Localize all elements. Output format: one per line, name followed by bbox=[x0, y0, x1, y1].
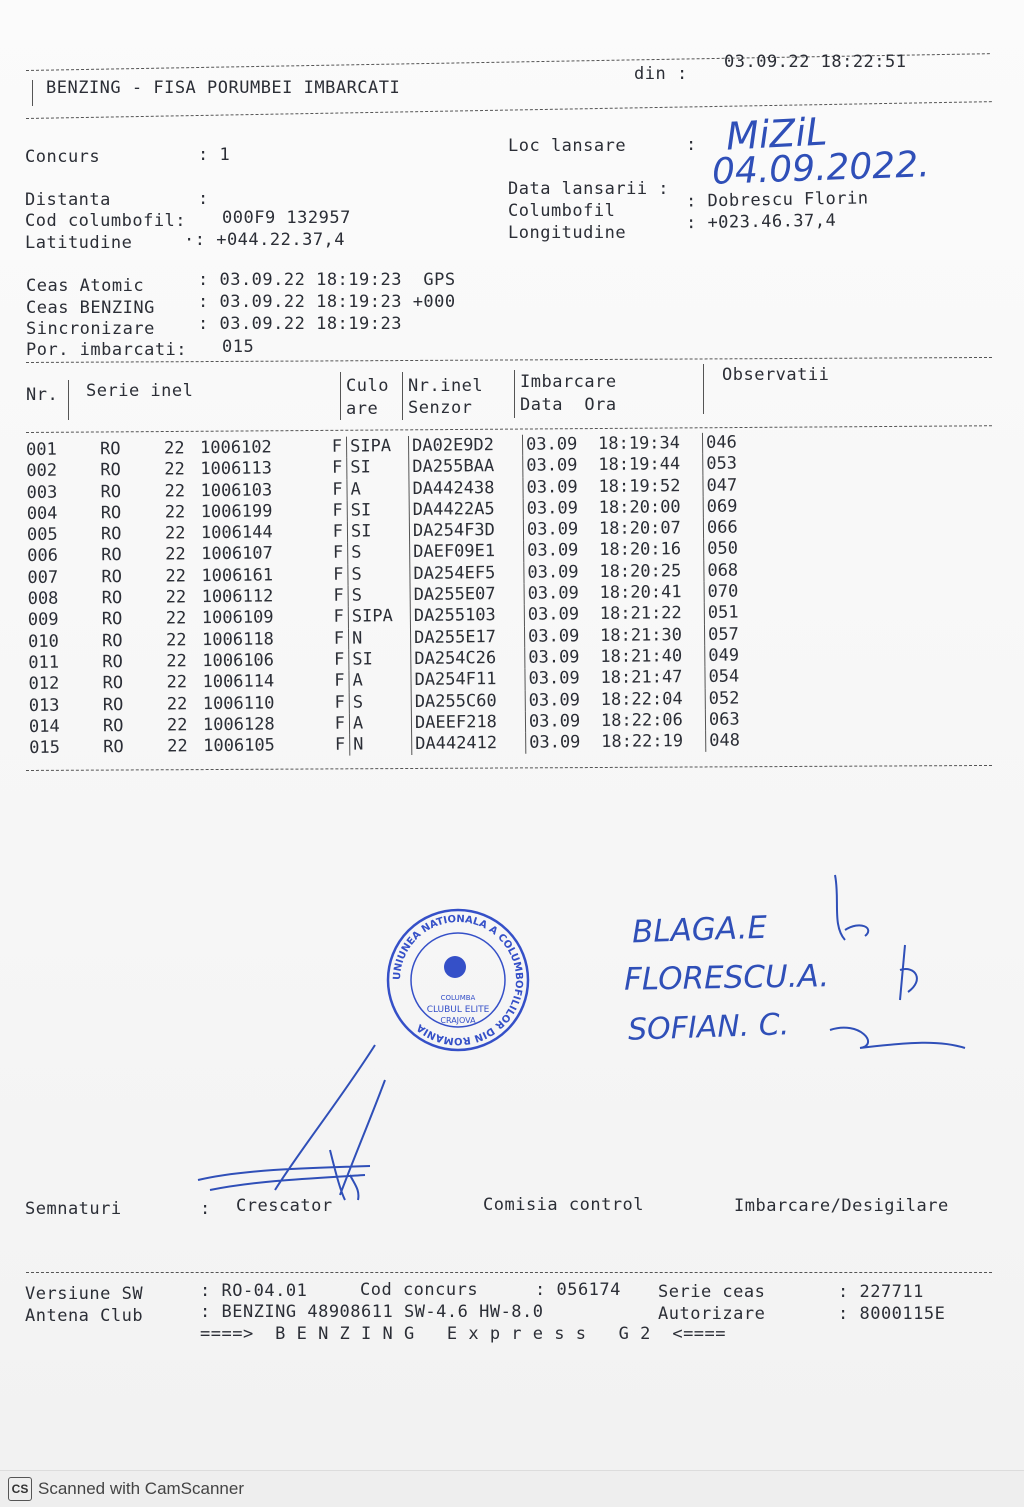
concurs-label: Concurs bbox=[25, 147, 101, 167]
row-year: 22 bbox=[166, 715, 188, 736]
row-date: 03.09 bbox=[522, 434, 598, 456]
row-sex: F bbox=[334, 713, 346, 734]
row-country: RO bbox=[102, 630, 123, 651]
row-year: 22 bbox=[165, 608, 187, 629]
row-ring: 1006106 bbox=[202, 650, 275, 672]
row-time: 18:21:40 bbox=[600, 646, 683, 667]
row-sensor: DA255BAA bbox=[409, 456, 523, 478]
row-ring: 1006105 bbox=[203, 735, 275, 757]
row-country: RO bbox=[100, 502, 122, 524]
header-divider bbox=[514, 370, 515, 418]
row-time: 18:20:25 bbox=[599, 560, 682, 582]
row-country: RO bbox=[102, 673, 124, 694]
row-obs: 048 bbox=[706, 730, 770, 752]
row-obs: 069 bbox=[703, 496, 767, 518]
row-nr: 010 bbox=[28, 631, 59, 652]
row-sex: F bbox=[334, 734, 346, 755]
row-obs: 049 bbox=[705, 645, 769, 667]
row-ring: 1006102 bbox=[199, 437, 272, 459]
row-time: 18:22:06 bbox=[600, 709, 683, 731]
row-time: 18:22:04 bbox=[600, 688, 683, 710]
serie-ceas-label: Serie ceas bbox=[658, 1282, 766, 1302]
row-obs: 068 bbox=[704, 560, 768, 582]
row-color: S bbox=[349, 692, 411, 714]
versiune-sw-label: Versiune SW bbox=[25, 1284, 144, 1304]
row-time: 18:19:44 bbox=[598, 454, 681, 476]
row-sex: F bbox=[332, 479, 343, 500]
autorizare-label: Autorizare bbox=[658, 1304, 766, 1324]
row-sensor: DA4422A5 bbox=[409, 499, 523, 521]
por-imbarcati-label: Por. imbarcati: bbox=[26, 340, 188, 360]
comisia-control-label: Comisia control bbox=[483, 1195, 645, 1215]
semnaturi-label: Semnaturi bbox=[25, 1199, 122, 1219]
row-time: 18:21:30 bbox=[599, 624, 683, 646]
row-ring: 1006113 bbox=[200, 458, 273, 480]
row-time: 18:22:19 bbox=[601, 731, 684, 753]
row-color: N bbox=[350, 734, 412, 756]
row-nr: 014 bbox=[28, 716, 60, 737]
row-year: 22 bbox=[165, 544, 186, 566]
row-obs: 057 bbox=[704, 624, 768, 646]
loc-lansare-colon: : bbox=[686, 135, 697, 155]
versiune-sw-value: : RO-04.01 bbox=[200, 1281, 308, 1301]
benzing-express-line: ====> B E N Z I N G E x p r e s s G 2 <==== bbox=[200, 1324, 727, 1344]
cod-columbofil-value: 000F9 132957 bbox=[222, 208, 351, 228]
antena-club-label: Antena Club bbox=[25, 1306, 144, 1326]
row-sensor: DA02E9D2 bbox=[408, 435, 522, 457]
row-sex: F bbox=[334, 670, 345, 692]
row-sensor: DA254F11 bbox=[411, 669, 525, 691]
row-nr: 015 bbox=[29, 737, 61, 759]
row-ring: 1006114 bbox=[202, 671, 275, 693]
row-ring: 1006161 bbox=[201, 565, 274, 586]
row-nr: 007 bbox=[27, 567, 59, 588]
row-color: A bbox=[347, 479, 409, 501]
header-culoare-1: Culo bbox=[346, 376, 389, 396]
row-sex: F bbox=[332, 521, 344, 542]
antena-club-value: : BENZING 48908611 SW-4.6 HW-8.0 bbox=[200, 1302, 544, 1322]
row-country: RO bbox=[101, 566, 123, 587]
ceas-atomic-value: : 03.09.22 18:19:23 GPS bbox=[198, 270, 456, 290]
header-left-edge bbox=[32, 80, 33, 106]
row-ring: 1006109 bbox=[201, 607, 274, 629]
row-time: 18:20:07 bbox=[598, 518, 681, 540]
header-din-label: din : bbox=[634, 64, 688, 84]
row-country: RO bbox=[100, 460, 121, 481]
row-date: 03.09 bbox=[524, 604, 600, 626]
row-year: 22 bbox=[164, 502, 186, 523]
concurs-value: : 1 bbox=[198, 145, 231, 165]
row-obs: 050 bbox=[704, 539, 768, 561]
pigeon-table bbox=[26, 432, 769, 759]
row-country: RO bbox=[102, 694, 124, 715]
row-time: 18:21:22 bbox=[599, 603, 682, 625]
row-nr: 005 bbox=[26, 524, 58, 546]
header-observatii: Observatii bbox=[722, 365, 830, 385]
autorizare-value: : 8000115E bbox=[838, 1304, 946, 1324]
row-year: 22 bbox=[166, 651, 187, 672]
row-color: S bbox=[348, 585, 410, 607]
row-color: S bbox=[348, 564, 410, 586]
row-date: 03.09 bbox=[525, 690, 601, 712]
row-sex: F bbox=[333, 649, 345, 670]
row-year: 22 bbox=[165, 587, 187, 608]
data-lansarii-label: Data lansarii : bbox=[508, 179, 670, 199]
row-color: SI bbox=[347, 500, 409, 522]
cod-columbofil-label: Cod columbofil: bbox=[25, 211, 187, 231]
row-year: 22 bbox=[164, 523, 186, 544]
row-ring: 1006110 bbox=[202, 692, 275, 714]
row-sex: F bbox=[332, 543, 344, 564]
crescator-label: Crescator bbox=[236, 1196, 333, 1216]
row-ring: 1006118 bbox=[201, 629, 274, 650]
header-imbarcare-1: Imbarcare bbox=[520, 372, 617, 392]
row-ring: 1006107 bbox=[201, 543, 273, 565]
camscanner-icon: CS bbox=[8, 1477, 32, 1501]
row-country: RO bbox=[101, 545, 122, 566]
row-country: RO bbox=[101, 609, 123, 630]
row-ring: 1006103 bbox=[200, 480, 273, 501]
row-obs: 070 bbox=[704, 581, 768, 603]
row-sex: F bbox=[331, 457, 343, 479]
row-country: RO bbox=[102, 715, 124, 737]
row-color: SIPA bbox=[346, 436, 408, 458]
row-date: 03.09 bbox=[523, 455, 599, 477]
ceas-benzing-value: : 03.09.22 18:19:23 +000 bbox=[198, 292, 456, 312]
row-sex: F bbox=[333, 628, 345, 649]
row-nr: 009 bbox=[27, 610, 59, 631]
row-date: 03.09 bbox=[523, 477, 599, 499]
row-sex: F bbox=[333, 564, 344, 585]
loc-lansare-label: Loc lansare bbox=[508, 136, 627, 156]
crescator-signature bbox=[180, 1040, 400, 1210]
serie-ceas-value: : 227711 bbox=[838, 1282, 924, 1302]
row-year: 22 bbox=[163, 438, 185, 459]
row-date: 03.09 bbox=[524, 540, 600, 562]
cod-concurs-label: Cod concurs bbox=[360, 1280, 479, 1300]
row-year: 22 bbox=[166, 672, 188, 693]
row-date: 03.09 bbox=[525, 668, 601, 690]
row-obs: 066 bbox=[703, 517, 767, 539]
row-time: 18:20:16 bbox=[599, 539, 682, 561]
document-title: BENZING - FISA PORUMBEI IMBARCATI bbox=[46, 78, 401, 98]
row-nr: 006 bbox=[27, 546, 59, 567]
row-ring: 1006128 bbox=[202, 714, 275, 736]
row-obs: 046 bbox=[702, 432, 766, 454]
row-time: 18:20:41 bbox=[599, 582, 682, 604]
header-divider bbox=[340, 372, 341, 420]
header-nrinel-1: Nr.inel bbox=[408, 376, 484, 396]
row-time: 18:19:34 bbox=[597, 433, 681, 455]
row-country: RO bbox=[102, 651, 123, 673]
row-obs: 051 bbox=[704, 603, 768, 625]
row-color: SIPA bbox=[348, 606, 410, 628]
row-obs: 047 bbox=[703, 475, 767, 497]
row-year: 22 bbox=[166, 693, 188, 715]
row-sensor: DA442438 bbox=[409, 477, 523, 499]
row-nr: 008 bbox=[27, 588, 59, 610]
commission-name-3: SOFIAN. C. bbox=[627, 1007, 790, 1048]
row-nr: 001 bbox=[26, 439, 57, 460]
commission-name-1: BLAGA.E bbox=[631, 909, 768, 951]
row-date: 03.09 bbox=[524, 583, 600, 605]
header-divider bbox=[402, 372, 403, 420]
row-sex: F bbox=[333, 607, 344, 628]
longitudine-value: : +023.46.37,4 bbox=[685, 210, 837, 234]
row-sensor: DA254C26 bbox=[411, 648, 525, 670]
row-obs: 052 bbox=[705, 688, 769, 710]
data-lansarii-handwritten: 04.09.2022. bbox=[711, 144, 931, 193]
header-nrinel-2: Senzor bbox=[408, 398, 473, 418]
columbofil-value: : Dobrescu Florin bbox=[685, 188, 869, 212]
row-sensor: DA255E17 bbox=[410, 626, 524, 648]
header-divider bbox=[703, 364, 704, 414]
row-nr: 012 bbox=[28, 673, 60, 695]
row-sex: F bbox=[334, 692, 345, 713]
row-time: 18:21:47 bbox=[600, 667, 683, 689]
row-year: 22 bbox=[165, 630, 187, 651]
row-country: RO bbox=[101, 588, 123, 609]
row-color: SI bbox=[347, 521, 409, 543]
row-color: A bbox=[349, 713, 411, 735]
stamp-inner-3: CRAJOVA bbox=[440, 1016, 476, 1025]
semnaturi-colon: : bbox=[200, 1199, 211, 1219]
commission-signature-strokes bbox=[620, 870, 980, 1070]
row-color: A bbox=[349, 670, 411, 692]
row-sensor: DA255103 bbox=[410, 605, 524, 627]
row-ring: 1006112 bbox=[201, 586, 274, 608]
row-nr: 011 bbox=[28, 652, 60, 673]
row-ring: 1006199 bbox=[200, 501, 273, 523]
header-divider bbox=[68, 380, 69, 420]
row-obs: 063 bbox=[705, 709, 769, 731]
row-country: RO bbox=[100, 524, 122, 545]
row-country: RO bbox=[100, 481, 122, 502]
row-sex: F bbox=[333, 585, 344, 606]
row-sensor: DAEEF218 bbox=[411, 712, 525, 734]
header-bottom-border bbox=[26, 101, 992, 119]
row-date: 03.09 bbox=[523, 519, 599, 541]
row-country: RO bbox=[103, 737, 124, 758]
row-date: 03.09 bbox=[523, 498, 599, 520]
row-time: 18:19:52 bbox=[598, 475, 681, 497]
row-year: 22 bbox=[167, 736, 188, 757]
stamp-inner-2: CLUBUL ELITE bbox=[426, 1005, 490, 1015]
camscanner-bar bbox=[0, 1470, 1024, 1507]
row-nr: 013 bbox=[28, 695, 60, 716]
row-sensor: DA254F3D bbox=[409, 520, 523, 542]
por-imbarcati-value: 015 bbox=[222, 337, 255, 357]
camscanner-text: Scanned with CamScanner bbox=[38, 1479, 245, 1498]
distanta-label: Distanta bbox=[25, 190, 111, 210]
row-nr: 004 bbox=[26, 503, 58, 524]
latitudine-value: ·: +044.22.37,4 bbox=[184, 230, 346, 250]
row-nr: 002 bbox=[26, 460, 58, 482]
header-culoare-2: are bbox=[346, 399, 379, 419]
row-sensor: DA255C60 bbox=[411, 690, 525, 712]
row-year: 22 bbox=[164, 459, 185, 480]
ceas-atomic-label: Ceas Atomic bbox=[26, 276, 145, 296]
row-ring: 1006144 bbox=[200, 522, 273, 544]
row-time: 18:20:00 bbox=[598, 497, 681, 518]
row-color: SI bbox=[349, 649, 411, 671]
stamp-outer-text: UNIUNEA NATIONALA A COLUMBOFILILOR DIN ROMANIA bbox=[391, 913, 525, 1047]
row-date: 03.09 bbox=[525, 647, 601, 669]
header-serie-inel: Serie inel bbox=[86, 381, 194, 401]
row-sensor: DA442412 bbox=[412, 733, 526, 755]
row-color: SI bbox=[347, 457, 409, 479]
header-imbarcare-2: Data Ora bbox=[520, 395, 617, 415]
club-stamp bbox=[383, 905, 533, 1055]
header-nr: Nr. bbox=[26, 385, 59, 405]
sincronizare-label: Sincronizare bbox=[26, 319, 155, 339]
row-sex: F bbox=[331, 436, 343, 457]
distanta-value: : bbox=[198, 189, 209, 209]
ceas-benzing-label: Ceas BENZING bbox=[26, 298, 155, 318]
row-nr: 003 bbox=[26, 482, 58, 503]
row-year: 22 bbox=[164, 480, 186, 502]
loc-lansare-handwritten: MiZiL bbox=[724, 109, 829, 159]
row-color: S bbox=[348, 542, 410, 564]
row-year: 22 bbox=[165, 566, 187, 587]
commission-name-2: FLORESCU.A. bbox=[623, 958, 830, 998]
row-sensor: DA254EF5 bbox=[410, 563, 524, 585]
row-sensor: DAEF09E1 bbox=[410, 541, 524, 563]
row-date: 03.09 bbox=[526, 732, 602, 754]
sincronizare-value: : 03.09.22 18:19:23 bbox=[198, 314, 402, 334]
latitudine-label: Latitudine bbox=[25, 233, 133, 253]
header-date: 03.09.22 18:22:51 bbox=[724, 52, 907, 72]
row-obs: 053 bbox=[703, 454, 767, 476]
row-date: 03.09 bbox=[524, 626, 600, 648]
row-date: 03.09 bbox=[525, 711, 601, 733]
columbofil-label: Columbofil bbox=[508, 201, 616, 221]
stamp-inner-1: COLUMBA bbox=[440, 994, 476, 1002]
row-sex: F bbox=[332, 500, 343, 521]
table-header-bottom-border bbox=[26, 425, 992, 433]
row-color: N bbox=[348, 628, 410, 650]
footer-top-border bbox=[26, 1272, 992, 1273]
row-country: RO bbox=[99, 439, 121, 460]
row-date: 03.09 bbox=[524, 562, 600, 584]
imbarcare-desigilare-label: Imbarcare/Desigilare bbox=[734, 1196, 949, 1216]
longitudine-label: Longitudine bbox=[508, 223, 627, 243]
cod-concurs-value: : 056174 bbox=[535, 1280, 621, 1300]
row-obs: 054 bbox=[705, 667, 769, 689]
table-bottom-border bbox=[26, 765, 992, 771]
row-sensor: DA255E07 bbox=[410, 584, 524, 606]
